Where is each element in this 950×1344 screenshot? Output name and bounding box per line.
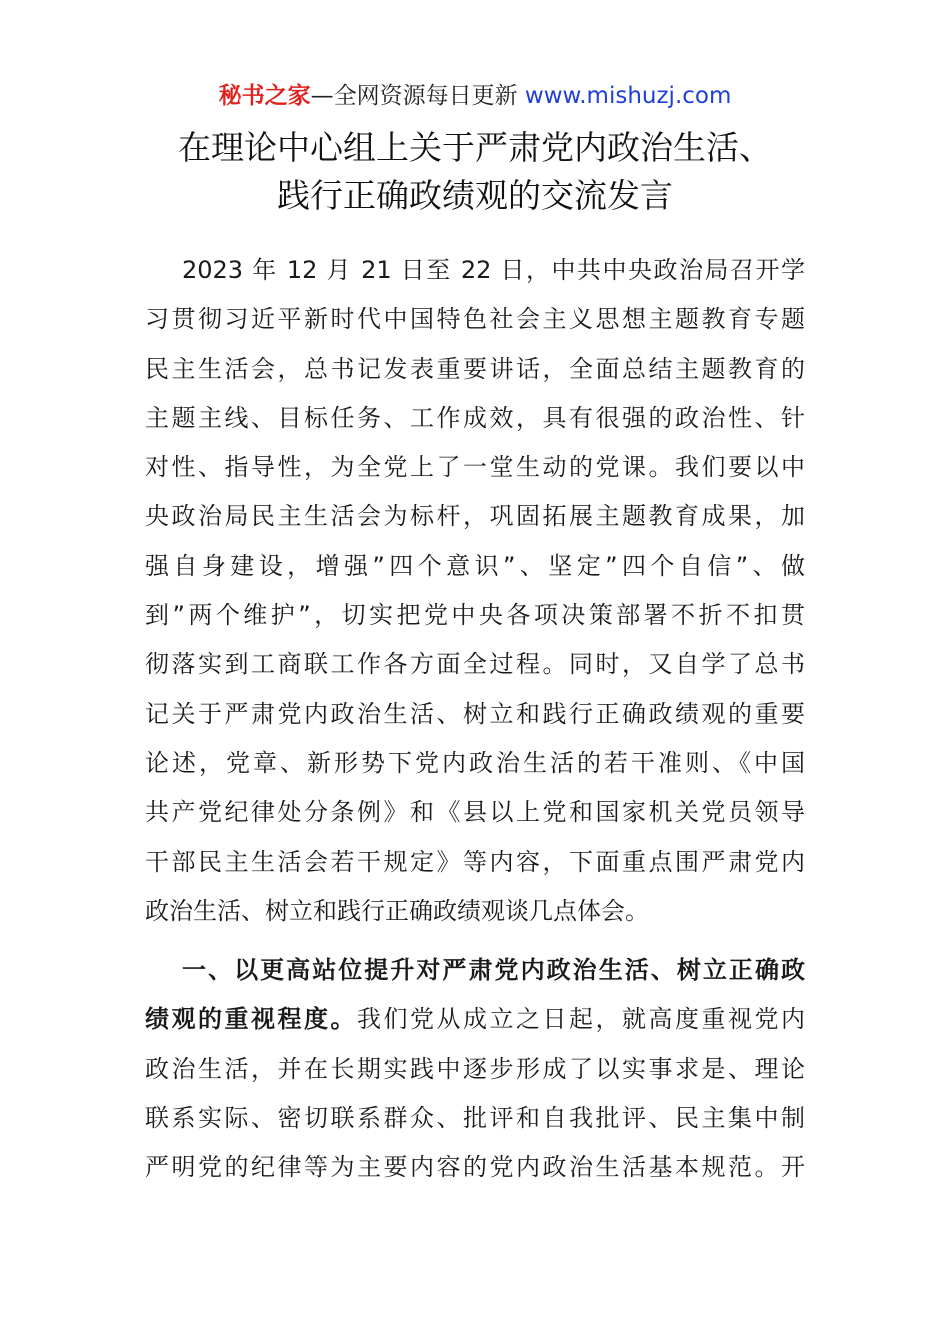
paragraph-line: 干部民主生活会若干规定》等内容，下面重点围严肃党内	[145, 847, 805, 876]
paragraph-line: 对性、指导性，为全党上了一堂生动的党课。我们要以中	[145, 453, 805, 482]
paragraph-line: 民主生活会，总书记发表重要讲话，全面总结主题教育的	[145, 354, 805, 383]
site-name: 秘书之家	[218, 83, 311, 109]
title-line-1: 在理论中心组上关于严肃党内政治生活、	[178, 128, 772, 167]
paragraph-line: 央政治局民主生活会为标杆，巩固拓展主题教育成果，加	[145, 502, 805, 531]
paragraph-line: 论述，党章、新形势下党内政治生活的若干准则、《中国	[145, 748, 805, 777]
paragraph-line: 习贯彻习近平新时代中国特色社会主义思想主题教育专题	[145, 305, 805, 334]
section-heading-line: 一、以更高站位提升对严肃党内政治生活、树立正确政	[182, 956, 805, 985]
site-url-link[interactable]: www.mishuzj.com	[524, 83, 732, 109]
document-body	[145, 246, 805, 1193]
paragraph-line: 严明党的纪律等为主要内容的党内政治生活基本规范。开	[145, 1153, 805, 1182]
paragraph-line: 政治生活，并在长期实践中逐步形成了以实事求是、理论	[145, 1054, 805, 1083]
site-tagline: —全网资源每日更新	[310, 83, 525, 109]
paragraph-spacer	[145, 936, 805, 946]
paragraph-2	[145, 946, 805, 1192]
paragraph-line: 彻落实到工商联工作各方面全过程。同时，又自学了总书	[145, 650, 805, 679]
paragraph-line: 联系实际、密切联系群众、批评和自我批评、民主集中制	[145, 1104, 805, 1133]
section-heading-end: 绩观的重视程度。	[145, 1005, 357, 1034]
paragraph-line: 记关于严肃党内政治生活、树立和践行正确政绩观的重要	[145, 699, 805, 728]
paragraph-1	[145, 246, 805, 936]
paragraph-line: 到”两个维护”，切实把党中央各项决策部署不折不扣贯	[145, 601, 805, 630]
paragraph-line	[145, 995, 805, 1044]
site-header	[0, 80, 950, 112]
paragraph-line: 政治生活、树立和践行正确政绩观谈几点体会。	[145, 896, 649, 925]
document-title	[0, 124, 950, 220]
paragraph-text: 我们党从成立之日起，就高度重视党内	[357, 1005, 805, 1034]
paragraph-line: 主题主线、目标任务、工作成效，具有很强的政治性、针	[145, 403, 805, 432]
title-line-2: 践行正确政绩观的交流发言	[277, 176, 673, 215]
paragraph-line: 强自身建设，增强”四个意识”、坚定”四个自信”、做	[145, 551, 805, 580]
paragraph-line: 2023 年 12 月 21 日至 22 日，中共中央政治局召开学	[182, 256, 805, 284]
paragraph-line: 共产党纪律处分条例》和《县以上党和国家机关党员领导	[145, 798, 805, 827]
